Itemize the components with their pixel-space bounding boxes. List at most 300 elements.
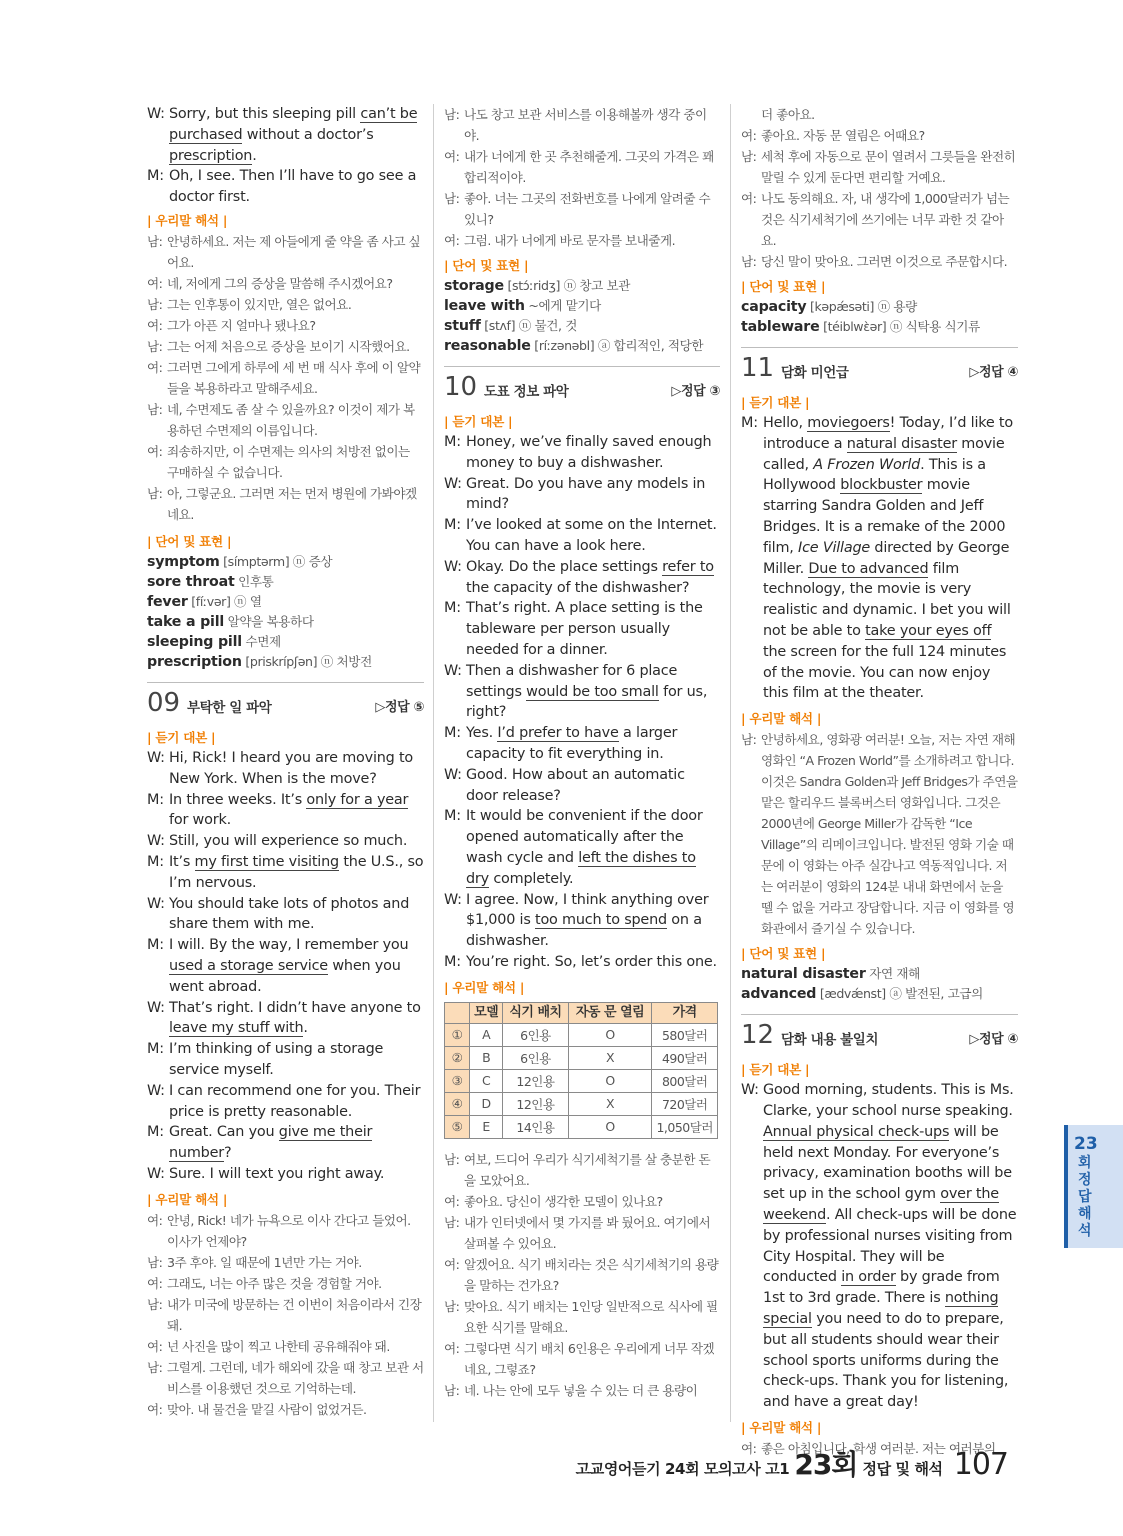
script-label: | 듣기 대본 | [741, 1062, 810, 1078]
translation-label: | 우리말 해석 | [741, 711, 822, 727]
vocab-block [147, 552, 424, 672]
vocab-word: leave with [444, 298, 525, 314]
vocab-block [444, 276, 720, 356]
translation-line [444, 230, 720, 251]
vocab-meaning: [téiblwɛ̀ər] ⓝ 식탁용 식기류 [819, 319, 980, 334]
column-2 [444, 104, 720, 1401]
speaker-label: M: [444, 808, 461, 825]
line-text: Still, you will experience so much. [169, 833, 408, 850]
line-text: 3주 후야. 일 때문에 1년만 가는 거야. [167, 1254, 362, 1270]
translation-line [444, 146, 720, 188]
table-cell: 6인용 [503, 1023, 568, 1046]
line-text: 좋아. 너는 그곳의 전화번호를 나에게 알려줄 수 있니? [464, 191, 711, 227]
line-text: Great. Can you give me their number? [169, 1124, 373, 1162]
speaker-label: 남: [147, 296, 163, 312]
line-text: 좋은 아침입니다, 학생 여러분. 저는 여러분의 [761, 1440, 996, 1456]
speaker-label: 남: [741, 149, 757, 164]
dialogue-line [741, 413, 1018, 704]
line-text: I will. By the way, I remember you used a storage service when you went abroad. [169, 937, 409, 995]
dialogue-line [444, 723, 720, 765]
translation-line [147, 1252, 424, 1273]
translation-line [444, 1149, 720, 1191]
line-text: 네, 저에게 그의 증상을 말씀해 주시겠어요? [167, 275, 393, 291]
translation-line [147, 1357, 424, 1399]
speaker-label: 남: [147, 485, 163, 501]
line-text: 그렇다면 식기 배치 6인용은 우리에게 너무 작겠네요, 그렇죠? [464, 1340, 715, 1377]
line-text: 죄송하지만, 이 수면제는 의사의 처방전 없이는 구매하실 수 없습니다. [167, 443, 410, 480]
speaker-label: 남: [147, 401, 163, 417]
line-text: 더 좋아요. [761, 107, 815, 122]
speaker-label: 여: [741, 191, 757, 206]
dialogue-line [444, 598, 720, 660]
table-cell: C [470, 1069, 503, 1092]
table-cell: 12인용 [503, 1069, 568, 1092]
line-text: It’s my first time visiting the U.S., so I’m nervous. [169, 853, 424, 891]
line-text: 그러면 그에게 하루에 세 번 매 식사 후에 이 알약들을 복용하라고 말해주세요. [167, 359, 421, 396]
speaker-label: 남: [147, 1359, 163, 1375]
vocab-word: natural disaster [741, 966, 866, 983]
line-text: Good. How about an automatic door release? [466, 766, 685, 804]
vocab-entry [741, 964, 1018, 984]
speaker-label: 남: [147, 1296, 163, 1312]
vocab-word: stuff [444, 318, 481, 334]
translation-line [444, 1212, 720, 1254]
line-text: 맞아. 내 물건을 맡길 사람이 없었거든. [167, 1401, 367, 1417]
answer-label: ▷정답 ④ [969, 365, 1018, 380]
vocab-meaning: [ríːzənəbl] ⓐ 합리적인, 적당한 [530, 338, 704, 353]
dialogue-line [147, 894, 424, 936]
vocab-meaning: [ædvǽnst] ⓐ 발전된, 고급의 [816, 986, 983, 1002]
table-row [445, 1046, 718, 1069]
dialogue-block [741, 1080, 1018, 1413]
question-number: 10 [444, 372, 478, 402]
vocab-meaning: [símptərm] ⓝ 증상 [219, 553, 333, 569]
side-tab-number: 23 [1074, 1134, 1098, 1154]
dialogue-line [444, 432, 720, 474]
speaker-label: M: [147, 791, 164, 808]
translation-block [444, 1149, 720, 1401]
question-number: 11 [741, 353, 775, 383]
speaker-label: 남: [147, 1254, 163, 1270]
table-cell: ④ [445, 1092, 470, 1115]
line-text: 아, 그렇군요. 그러면 저는 먼저 병원에 가봐야겠네요. [167, 485, 417, 522]
table-cell: 12인용 [503, 1092, 568, 1115]
dialogue-line [444, 474, 720, 516]
table-header-cell: 모델 [470, 1002, 503, 1023]
table-cell: 490달러 [652, 1046, 718, 1069]
table-header-cell: 자동 문 열림 [568, 1002, 652, 1023]
line-text: 안녕, Rick! 네가 뉴욕으로 이사 간다고 들었어. 이사가 언제야? [167, 1212, 411, 1249]
dialogue-line [147, 104, 424, 166]
line-text: I’m thinking of using a storage service myself. [169, 1041, 384, 1078]
speaker-label: M: [147, 853, 164, 870]
translation-line [741, 146, 1018, 188]
speaker-label: 여: [444, 1340, 460, 1356]
speaker-label: M: [444, 434, 461, 450]
dialogue-line [444, 661, 720, 723]
translation-line [444, 1191, 720, 1212]
line-text: 세척 후에 자동으로 문이 열려서 그릇들을 완전히 말릴 수 있게 둔다면 편리할 거예요. [761, 149, 1016, 185]
column-1 [147, 104, 424, 1420]
vocab-meaning: 자연 재해 [865, 966, 920, 982]
dialogue-line [741, 1080, 1018, 1413]
vocab-word: fever [147, 593, 188, 610]
line-text: Okay. Do the place settings refer to the capacity of the dishwasher? [466, 558, 714, 596]
vocab-meaning: 수면제 [241, 633, 281, 649]
translation-line [147, 294, 424, 315]
dialogue-line [444, 806, 720, 889]
vocab-entry [147, 652, 424, 672]
line-text: Good morning, students. This is Ms. Clarke, your school nurse speaking. Annual physical check-ups will be held next Monday. For everyone’s privacy, examination booths will be set up in the school gym over the weekend. All check-ups will be done by professional nurses visiting from City Hospital. They will be conducted in order by grade from 1st to 3rd grade. There is nothing special you need to do to prepare, but all students should wear their school sports uniforms during the check-ups. Thank you for listening, and have a great day! [763, 1082, 1017, 1411]
speaker-label: W: [741, 1082, 759, 1099]
table-cell: O [568, 1023, 652, 1046]
table-cell: 720달러 [652, 1092, 718, 1115]
translation-line [741, 104, 1018, 125]
table-header-row [445, 1002, 718, 1023]
vocab-entry [444, 316, 720, 336]
translation-line [147, 357, 424, 399]
speaker-label: M: [444, 517, 461, 534]
speaker-label: 여: [147, 317, 163, 333]
speaker-label: M: [741, 415, 758, 431]
side-tab-text: 정답해석 [1078, 1172, 1092, 1239]
speaker-label: 여: [147, 1338, 163, 1354]
line-text: 그럴게. 그런데, 네가 해외에 갔을 때 창고 보관 서비스를 이용했던 것으로 기억하는데. [167, 1359, 424, 1396]
page-number: 107 [953, 1447, 1008, 1482]
table-cell: A [470, 1023, 503, 1046]
line-text: 그래도, 너는 아주 많은 것을 경험할 거야. [167, 1275, 382, 1291]
question-number: 09 [147, 687, 181, 718]
vocab-label: | 단어 및 표현 | [741, 946, 826, 962]
table-row [445, 1023, 718, 1046]
vocab-word: capacity [741, 299, 807, 315]
vocab-word: advanced [741, 986, 817, 1003]
script-label: | 듣기 대본 | [741, 395, 810, 410]
line-text: 내가 미국에 방문하는 건 이번이 처음이라서 긴장돼. [167, 1296, 422, 1333]
table-cell: D [470, 1092, 503, 1115]
vocab-entry [444, 296, 720, 316]
table-row [445, 1115, 718, 1138]
table-cell: O [568, 1069, 652, 1092]
translation-block [741, 104, 1018, 272]
dialogue-line [147, 998, 424, 1040]
question-title: 부탁한 일 파악 [187, 699, 272, 716]
table-cell: ⑤ [445, 1115, 470, 1138]
vocab-meaning: [kəpǽsəti] ⓝ 용량 [806, 299, 917, 314]
line-text: Great. Do you have any models in mind? [466, 475, 706, 513]
dialogue-line [147, 1122, 424, 1164]
translation-label: | 우리말 해석 | [147, 1191, 228, 1207]
speaker-label: 남: [741, 732, 757, 748]
translation-label: | 우리말 해석 | [147, 212, 228, 228]
speaker-label: 여: [444, 1193, 460, 1209]
footer-book-title: 고교영어듣기 24회 모의고사 고1 [575, 1460, 790, 1478]
table-cell: 800달러 [652, 1069, 718, 1092]
translation-block [444, 104, 720, 251]
vocab-entry [444, 276, 720, 296]
speaker-label: W: [444, 662, 462, 679]
line-text: Yes. I’d prefer to have a larger capacity to fit everything in. [466, 725, 678, 762]
speaker-label: 남: [444, 107, 460, 122]
answer-label: ▷정답 ③ [671, 384, 720, 399]
line-text: I agree. Now, I think anything over $1,000 is too much to spend on a dishwasher. [466, 891, 709, 950]
speaker-label: 여: [147, 1212, 163, 1228]
speaker-label: 남: [444, 1382, 460, 1398]
line-text: 네. 나는 안에 모두 넣을 수 있는 더 큰 용량이 [464, 1382, 698, 1398]
speaker-label: W: [147, 999, 165, 1016]
translation-block [741, 729, 1018, 939]
vocab-meaning: 인후통 [234, 573, 274, 589]
speaker-label: W: [444, 558, 462, 575]
translation-line [147, 1399, 424, 1420]
vocab-block [741, 964, 1018, 1004]
vocab-entry [147, 632, 424, 652]
dialogue-line [444, 765, 720, 807]
speaker-label: 여: [741, 128, 757, 143]
line-text: It would be convenient if the door opened automatically after the wash cycle and left the dishes to dry completely. [466, 808, 703, 887]
speaker-label: 여: [444, 149, 460, 164]
speaker-label: 남: [444, 1298, 460, 1314]
speaker-label: M: [147, 1124, 164, 1141]
translation-line [444, 1296, 720, 1338]
column-divider [433, 104, 434, 1422]
table-cell: ③ [445, 1069, 470, 1092]
line-text: 좋아요. 자동 문 열림은 어때요? [761, 128, 925, 143]
speaker-label: 여: [147, 275, 163, 291]
line-text: 맞아요. 식기 배치는 1인당 일반적으로 식사에 필요한 식기를 말해요. [464, 1298, 718, 1335]
table-cell: X [568, 1092, 652, 1115]
vocab-label: | 단어 및 표현 | [147, 533, 232, 549]
speaker-label: M: [147, 937, 164, 954]
translation-block [147, 231, 424, 525]
line-text: 좋아요. 당신이 생각한 모델이 있나요? [464, 1193, 663, 1209]
script-label: | 듣기 대본 | [147, 729, 216, 745]
table-cell: X [568, 1046, 652, 1069]
table-cell: B [470, 1046, 503, 1069]
dialogue-block [741, 413, 1018, 704]
line-text: Honey, we’ve finally saved enough money to buy a dishwasher. [466, 434, 712, 471]
vocab-word: sleeping pill [147, 633, 242, 650]
translation-line [444, 1338, 720, 1380]
translation-line [147, 441, 424, 483]
translation-line [147, 336, 424, 357]
vocab-word: sore throat [147, 573, 235, 590]
vocab-word: take a pill [147, 613, 225, 630]
vocab-meaning: 알약을 복용하다 [224, 613, 314, 629]
translation-line [147, 315, 424, 336]
translation-block [147, 1210, 424, 1420]
side-tab-label [1078, 1155, 1094, 1240]
dialogue-line [147, 166, 424, 208]
speaker-label: 여: [147, 1275, 163, 1291]
line-text: Hi, Rick! I heard you are moving to New York. When is the move? [169, 749, 414, 787]
speaker-label: M: [444, 725, 461, 742]
table-cell: ① [445, 1023, 470, 1046]
speaker-label: W: [147, 749, 165, 766]
translation-line [444, 104, 720, 146]
speaker-label: M: [444, 600, 461, 617]
speaker-label: W: [147, 106, 165, 122]
vocab-entry [444, 336, 720, 356]
translation-line [444, 1380, 720, 1401]
line-text: That’s right. A place setting is the tableware per person usually needed for a dinner. [466, 600, 703, 658]
translation-line [147, 1210, 424, 1252]
translation-line [444, 188, 720, 230]
speaker-label: M: [147, 168, 164, 185]
dialogue-block [147, 748, 424, 1185]
speaker-label: 여: [147, 359, 163, 375]
speaker-label: 여: [147, 1401, 163, 1417]
speaker-label: 남: [444, 191, 460, 206]
line-text: 넌 사진을 많이 찍고 나한테 공유해줘야 돼. [167, 1338, 390, 1354]
speaker-label: 여: [444, 233, 460, 248]
vocab-entry [147, 572, 424, 592]
vocab-meaning: ~에게 맡기다 [524, 298, 601, 313]
translation-line [147, 1273, 424, 1294]
line-text: 그는 인후통이 있지만, 열은 없어요. [167, 296, 352, 312]
question-09-header [147, 682, 424, 725]
vocab-word: prescription [147, 653, 242, 670]
line-text: 그가 아픈 지 얼마나 됐나요? [167, 317, 316, 333]
dialogue-line [444, 890, 720, 952]
question-11-header [741, 347, 1018, 390]
translation-label: | 우리말 해석 | [741, 1419, 822, 1435]
dialogue-line [147, 852, 424, 894]
table-cell: 6인용 [503, 1046, 568, 1069]
line-text: You’re right. So, let’s order this one. [466, 953, 717, 970]
line-text: 당신 말이 맞아요. 그러면 이것으로 주문합시다. [761, 254, 1008, 269]
speaker-label: W: [147, 1165, 165, 1182]
model-comparison-table [444, 1002, 718, 1139]
line-text: You should take lots of photos and share them with me. [169, 895, 410, 933]
vocab-block [741, 297, 1018, 337]
page-footer [575, 1440, 1008, 1483]
translation-line [741, 729, 1018, 939]
question-title: 담화 내용 불일치 [781, 1032, 879, 1049]
vocab-word: reasonable [444, 338, 531, 354]
dialogue-line [147, 1164, 424, 1185]
table-cell: E [470, 1115, 503, 1138]
translation-line [444, 1254, 720, 1296]
table-cell: 580달러 [652, 1023, 718, 1046]
dialogue-line [147, 1081, 424, 1123]
translation-line [147, 231, 424, 273]
dialogue-line [147, 831, 424, 852]
speaker-label: W: [147, 895, 165, 912]
question-title: 도표 정보 파악 [484, 384, 569, 400]
translation-line [147, 1294, 424, 1336]
answer-label: ▷정답 ⑤ [375, 699, 424, 715]
speaker-label: W: [444, 475, 462, 492]
vocab-meaning: [stɔ́ːridʒ] ⓝ 창고 보관 [503, 278, 631, 293]
dialogue-line [444, 515, 720, 557]
vocab-meaning: [fíːvər] ⓝ 열 [187, 593, 262, 609]
line-text: 나도 동의해요. 자, 내 생각에 1,000달러가 넘는 것은 식기세척기에 쓰기에는 너무 과한 것 같아요. [761, 191, 1010, 248]
translation-line [147, 483, 424, 525]
translation-line [147, 1336, 424, 1357]
speaker-label: 남: [444, 1214, 460, 1230]
speaker-label: 여: [444, 1256, 460, 1272]
speaker-label: 남: [741, 254, 757, 269]
footer-suffix: 정답 및 해석 [862, 1460, 943, 1478]
table-cell: 14인용 [503, 1115, 568, 1138]
speaker-label: 남: [147, 233, 163, 249]
translation-line [741, 188, 1018, 251]
speaker-label: W: [147, 833, 165, 850]
vocab-entry [741, 317, 1018, 337]
table-cell: O [568, 1115, 652, 1138]
dialogue-line [444, 952, 720, 973]
speaker-label: 남: [444, 1151, 460, 1167]
dialogue-line [147, 748, 424, 790]
line-text: 나도 창고 보관 서비스를 이용해볼까 생각 중이야. [464, 107, 707, 143]
question-title: 담화 미언급 [781, 365, 849, 381]
dialogue-line [147, 1039, 424, 1081]
speaker-label: 여: [741, 1440, 757, 1456]
question-12-header [741, 1014, 1018, 1057]
line-text: 알겠어요. 식기 배치라는 것은 식기세척기의 용량을 말하는 건가요? [464, 1256, 719, 1293]
side-tab-unit: 회 [1078, 1155, 1092, 1171]
translation-line [147, 273, 424, 294]
speaker-label: W: [147, 1082, 165, 1099]
speaker-label: M: [444, 953, 461, 970]
speaker-label: W: [444, 766, 462, 783]
question-number: 12 [741, 1020, 775, 1051]
line-text: 안녕하세요. 저는 제 아들에게 줄 약을 좀 사고 싶어요. [167, 233, 421, 270]
dialogue-block [147, 104, 424, 208]
dialogue-line [444, 557, 720, 599]
speaker-label: 여: [147, 443, 163, 459]
answer-label: ▷정답 ④ [969, 1032, 1018, 1048]
translation-line [741, 125, 1018, 146]
line-text: Then a dishwasher for 6 place settings would be too small for us, right? [466, 662, 708, 721]
line-text: Sorry, but this sleeping pill can’t be purchased without a doctor’s prescription. [169, 106, 418, 164]
vocab-word: symptom [147, 553, 220, 570]
vocab-entry [147, 552, 424, 572]
vocab-word: storage [444, 278, 504, 294]
vocab-entry [147, 612, 424, 632]
table-header-cell: 식기 배치 [503, 1002, 568, 1023]
dialogue-block [444, 432, 720, 973]
speaker-label: M: [147, 1041, 164, 1058]
vocab-entry [741, 984, 1018, 1004]
vocab-label: | 단어 및 표현 | [741, 279, 826, 294]
vocab-entry [741, 297, 1018, 317]
line-text: 여보, 드디어 우리가 식기세척기를 살 충분한 돈을 모았어요. [464, 1151, 711, 1188]
line-text: 그는 어제 처음으로 증상을 보이기 시작했어요. [167, 338, 410, 354]
translation-line [147, 399, 424, 441]
speaker-label: W: [444, 891, 462, 908]
script-label: | 듣기 대본 | [444, 414, 513, 429]
vocab-entry [147, 592, 424, 612]
line-text: 안녕하세요, 영화광 여러분! 오늘, 저는 자연 재해 영화인 “A Frozen World”를 소개하려고 합니다. 이것은 Sandra Golden과 Jeff Bridges가 주연을 맡은 할리우드 블록버스터 영화입니다. 그것은 2000년에 George Miller가 감독한 “Ice Village”의 리메이크입니다. 발전된 영화 기술 때문에 이 영화는 아주 실감나고 역동적입니다. 저는 여러분이 영화의 124분 내내 화면에서 눈을 뗄 수 없을 거라고 장담합니다. 지금 이 영화를 영화관에서 즐기실 수 있습니다. [761, 732, 1018, 937]
line-text: 내가 너에게 한 곳 추천해줄게. 그곳의 가격은 꽤 합리적이야. [464, 149, 714, 185]
vocab-meaning: [priskrípʃən] ⓝ 처방전 [241, 653, 372, 669]
column-divider [730, 104, 731, 1422]
chapter-side-tab [1064, 1125, 1123, 1248]
line-text: I can recommend one for you. Their price is pretty reasonable. [169, 1082, 421, 1120]
line-text: That’s right. I didn’t have anyone to leave my stuff with. [169, 999, 421, 1037]
translation-line [741, 251, 1018, 272]
vocab-word: tableware [741, 319, 820, 335]
table-header-cell: 가격 [652, 1002, 718, 1023]
speaker-label: 남: [147, 338, 163, 354]
line-text: 내가 인터넷에서 몇 가지를 봐 뒀어요. 여기에서 살펴볼 수 있어요. [464, 1214, 711, 1251]
line-text: In three weeks. It’s only for a year for work. [169, 791, 409, 829]
line-text: Sure. I will text you right away. [169, 1165, 385, 1182]
line-text: Hello, moviegoers! Today, I’d like to introduce a natural disaster movie called, A Frozen World. This is a Hollywood blockbuster movie starring Sandra Golden and Jeff Bridges. It is a remake of the 2000 film, Ice Village directed by George Miller. Due to advanced film technology, the movie is very realistic and dynamic. I bet you will not be able to take your eyes off the screen for the full 124 minutes of the movie. You can now enjoy this film at the theater. [763, 415, 1013, 702]
translation-label: | 우리말 해석 | [444, 979, 525, 995]
